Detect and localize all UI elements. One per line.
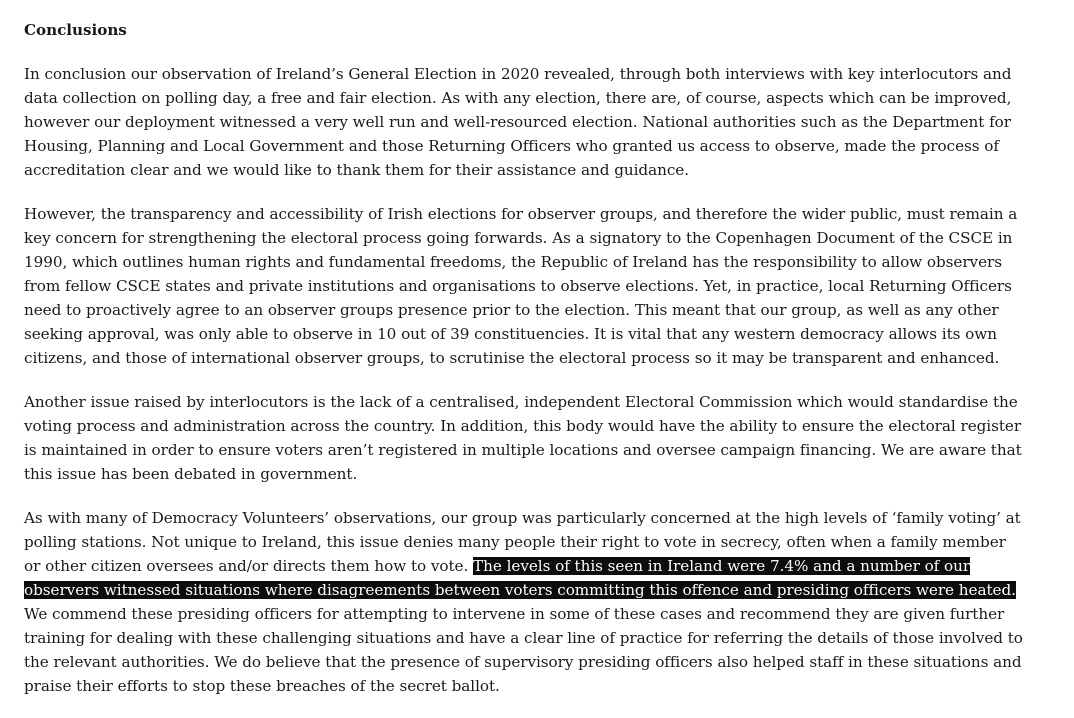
paragraph-2: However, the transparency and accessibility of Irish elections for observer groups, and therefore the wider public, must remain a key concern for strengthening the electoral process going forwards. As a signatory to the Copenhagen Document of the CSCE in 1990, which outlines human rights and fundamental freedoms, the Republic of Ireland has the responsibility to allow observers from fellow CSCE states and private institutions and organisations to observe elections. Yet, in practice, local Returning Officers need to proactively agree to an observer groups presence prior to the election. This meant that our group, as well as any other seeking approval, was only able to observe in 10 out of 39 constituencies. It is vital that any western democracy allows its own citizens, and those of international observer groups, to scrutinise the electoral process so it may be transparent and enhanced. [24, 205, 1018, 367]
paragraph-4-text-before: As with many of Democracy Volunteers’ observations, our group was particularly concerned at the high levels of ‘family voting’ at polling stations. Not unique to Ireland, this issue denies many people their right to vote in secrecy, often when a family member or other citizen oversees and/or directs them how to vote. [24, 509, 1021, 575]
paragraph-4 [24, 506, 1024, 698]
paragraph-1: In conclusion our observation of Ireland’s General Election in 2020 revealed, through both interviews with key interlocutors and data collection on polling day, a free and fair election. As with any election, there are, of course, aspects which can be improved, however our deployment witnessed a very well run and well-resourced election. National authorities such as the Department for Housing, Planning and Local Government and those Returning Officers who granted us access to observe, made the process of accreditation clear and we would like to thank them for their assistance and guidance. [24, 65, 1012, 179]
paragraph-3: Another issue raised by interlocutors is the lack of a centralised, independent Electoral Commission which would standardise the voting process and administration across the country. In addition, this body would have the ability to ensure the electoral register is maintained in order to ensure voters aren’t registered in multiple locations and oversee campaign financing. We are aware that this issue has been debated in government. [24, 393, 1022, 483]
selected-text-highlight[interactable]: The levels of this seen in Ireland were 7.4% and a number of our observers witnessed situations where disagreements between voters committing this offence and presiding officers were heated. [24, 557, 1016, 599]
paragraph-4-text-after: We commend these presiding officers for attempting to intervene in some of these cases and recommend they are given further training for dealing with these challenging situations and have a clear line of practice for referring the details of those involved to the relevant authorities. We do believe that the presence of supervisory presiding officers also helped staff in these situations and praise their efforts to stop these breaches of the secret ballot. [24, 605, 1023, 695]
document-body [24, 18, 1024, 718]
section-heading: Conclusions [24, 21, 127, 39]
